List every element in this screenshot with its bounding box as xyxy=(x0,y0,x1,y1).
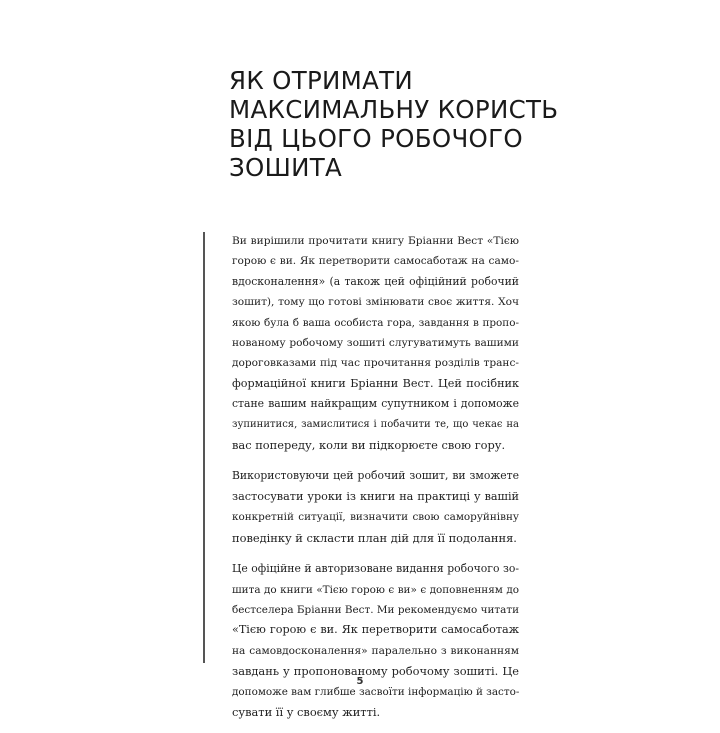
title-line: ЗОШИТА xyxy=(229,153,343,182)
text-line: Ви вирішили прочитати книгу Бріанни Вест «Тією xyxy=(232,235,519,247)
text-line: горою є ви. Як перетворити самосаботаж на само- xyxy=(232,255,519,268)
paragraph-1 xyxy=(232,231,519,455)
page-number: 5 xyxy=(356,676,364,687)
text-line: бестселера Бріанни Вест. Ми рекомендуємо читати xyxy=(232,603,519,616)
text-line: застосувати уроки із книги на практиці у вашій xyxy=(232,489,519,503)
text-line: нованому робочому зошиті слугуватимуть вашими xyxy=(232,337,519,350)
text-line: допоможе вам глибше засвоїти інформацію й засто- xyxy=(232,685,520,698)
text-line: вас попереду, коли ви підкорюєте свою гору. xyxy=(232,438,506,453)
text-line: зошит), тому що готові змінювати своє життя. Хоч xyxy=(232,296,519,309)
title-line: ЯК ОТРИМАТИ xyxy=(229,66,414,95)
text-line: «Тією горою є ви. Як перетворити самосаботаж xyxy=(232,623,519,637)
text-line: дороговказами під час прочитання розділів транс- xyxy=(232,357,519,370)
text-line: Використовуючи цей робочий зошит, ви зможете xyxy=(232,469,519,483)
text-line: стане вашим найкращим супутником і допоможе xyxy=(232,397,519,411)
text-line: Це офіційне й авторизоване видання робочого зо- xyxy=(232,562,519,576)
body-text xyxy=(232,231,519,733)
paragraph-3 xyxy=(232,559,519,722)
paragraph-2 xyxy=(232,466,519,548)
title-line: ВІД ЦЬОГО РОБОЧОГО xyxy=(229,124,523,153)
chapter-title xyxy=(229,66,559,182)
text-line: зупинитися, замислитися і побачити те, що чекає на xyxy=(232,418,519,430)
text-line: якою була б ваша особиста гора, завдання в пропо- xyxy=(232,316,519,329)
text-line: конкретній ситуації, визначити свою саморуйнівну xyxy=(232,511,519,524)
text-line: вдосконалення» (а також цей офіційний робочий xyxy=(232,274,519,288)
text-line: формаційної книги Бріанни Вест. Цей посібник xyxy=(232,376,519,390)
text-line: на самовдосконалення» паралельно з виконанням xyxy=(232,644,519,657)
text-line: завдань у пропонованому робочому зошиті. Це xyxy=(232,664,519,679)
text-line: шита до книги «Тією горою є ви» є доповненням до xyxy=(232,583,519,596)
vertical-rule-divider xyxy=(203,232,205,663)
text-line: сувати її у своєму житті. xyxy=(232,704,381,719)
text-line: поведінку й скласти план дій для її подолання. xyxy=(232,530,517,545)
title-line: МАКСИМАЛЬНУ КОРИСТЬ xyxy=(229,95,559,124)
